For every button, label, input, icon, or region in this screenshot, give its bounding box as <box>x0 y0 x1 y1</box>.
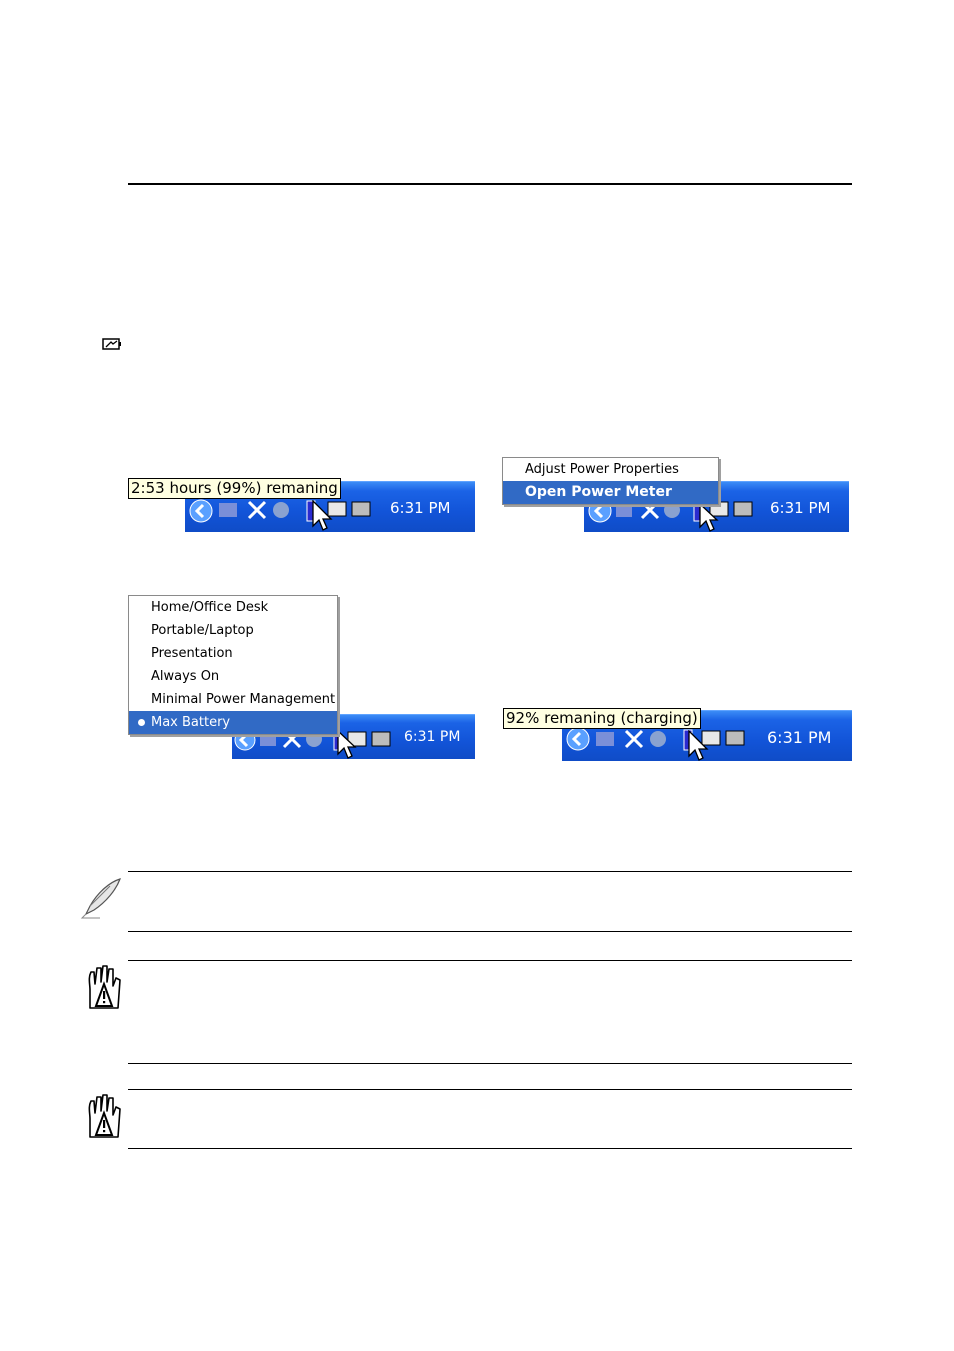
menu-item-portable-laptop[interactable]: Portable/Laptop <box>151 623 254 638</box>
selected-radio-dot <box>138 719 145 726</box>
warning2-bottom-rule <box>128 1148 852 1149</box>
menu-item-adjust-power-properties[interactable]: Adjust Power Properties <box>525 462 679 477</box>
mouse-cursor-icon <box>311 500 333 532</box>
tray-icons[interactable] <box>219 500 319 522</box>
network-icons[interactable] <box>326 498 376 522</box>
power-context-menu <box>502 457 719 505</box>
mouse-cursor-icon <box>698 503 720 533</box>
menu-item-max-battery[interactable] <box>129 711 337 734</box>
menu-item-home-office-desk[interactable]: Home/Office Desk <box>151 600 269 615</box>
show-hidden-icons-button[interactable] <box>566 727 590 751</box>
warning1-top-rule <box>128 960 852 961</box>
screenshot-charging-tooltip <box>503 708 855 764</box>
note-bottom-rule <box>128 931 852 932</box>
warning-hand-icon <box>82 964 126 1012</box>
clock: 6:31 PM <box>770 499 831 517</box>
header-rule <box>128 183 852 185</box>
menu-item-label: Max Battery <box>151 715 231 730</box>
menu-item-presentation[interactable]: Presentation <box>151 646 233 661</box>
mouse-cursor-icon <box>336 730 358 760</box>
show-hidden-icons-button[interactable] <box>189 499 213 523</box>
pencil-note-icon <box>80 876 124 920</box>
clock: 6:31 PM <box>767 728 832 747</box>
battery-tooltip: 2:53 hours (99%) remaning <box>128 478 341 499</box>
power-schemes-menu <box>128 595 338 735</box>
screenshot-battery-tooltip <box>128 478 478 532</box>
mouse-cursor-icon <box>687 730 709 762</box>
warning1-bottom-rule <box>128 1063 852 1064</box>
menu-item-always-on[interactable]: Always On <box>151 669 220 684</box>
menu-item-minimal-power-management[interactable]: Minimal Power Management <box>151 692 336 707</box>
clock: 6:31 PM <box>404 729 461 745</box>
warning-hand-icon <box>82 1093 126 1141</box>
charging-tooltip: 92% remaning (charging) <box>503 708 701 729</box>
battery-icon <box>102 337 122 351</box>
menu-item-open-power-meter[interactable]: Open Power Meter <box>503 481 718 504</box>
note-top-rule <box>128 871 852 872</box>
screenshot-context-menu <box>500 455 852 533</box>
clock: 6:31 PM <box>390 499 451 517</box>
tray-icons[interactable] <box>596 729 696 751</box>
warning2-top-rule <box>128 1089 852 1090</box>
screenshot-power-schemes-menu <box>127 594 479 762</box>
